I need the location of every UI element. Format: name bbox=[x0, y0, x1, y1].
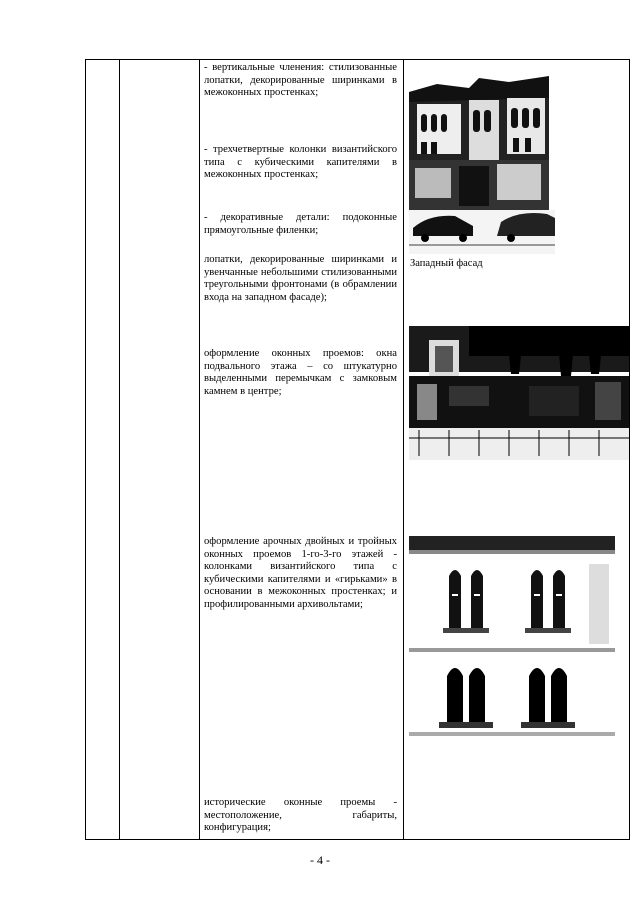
table-col-border-1 bbox=[85, 59, 86, 839]
page-number: - 4 - bbox=[310, 853, 330, 867]
item-byzantine-columns: - трехчетвертные колонки византийского типа с кубическими капителями в межоконных простенках; bbox=[204, 144, 397, 181]
item-pilasters: лопатки, декорированные ширинками и увенчанные небольшими стилизованными треугольными фронтонами (в обрамлении входа на западном фасаде); bbox=[204, 254, 397, 303]
arched-windows-image bbox=[409, 536, 615, 736]
table-top-border bbox=[85, 59, 630, 60]
item-historic-windows: исторические оконные проемы - местоположение, габариты, конфигурация; bbox=[204, 797, 397, 834]
table-col-border-4 bbox=[403, 59, 404, 839]
basement-windows-photo bbox=[409, 326, 629, 460]
west-facade-image bbox=[409, 68, 555, 254]
west-facade-photo bbox=[409, 68, 555, 254]
table-col-border-5 bbox=[629, 59, 630, 839]
item-decorative-details: - декоративные детали: подоконные прямоугольные филенки; bbox=[204, 212, 397, 236]
west-facade-caption: Западный фасад bbox=[410, 258, 483, 269]
arched-windows-photo bbox=[409, 536, 615, 736]
basement-windows-image bbox=[409, 326, 629, 460]
table-col-border-2 bbox=[119, 59, 120, 839]
table-bottom-border bbox=[85, 839, 630, 840]
item-vertical-divisions: - вертикальные членения: стилизованные лопатки, декорированные ширинками в межоконных простенках; bbox=[204, 62, 397, 99]
table-col-border-3 bbox=[199, 59, 200, 839]
item-arched-windows: оформление арочных двойных и тройных оконных проемов 1-го-3-го этажей - колонками византийского типа с кубическими капителями и «гирьками» в основании в межоконных простенках; и профилированными архивольтами; bbox=[204, 536, 397, 610]
item-window-framing: оформление оконных проемов: окна подвального этажа – со штукатурно выделенными перемычкам с замковым камнем в центре; bbox=[204, 348, 397, 397]
